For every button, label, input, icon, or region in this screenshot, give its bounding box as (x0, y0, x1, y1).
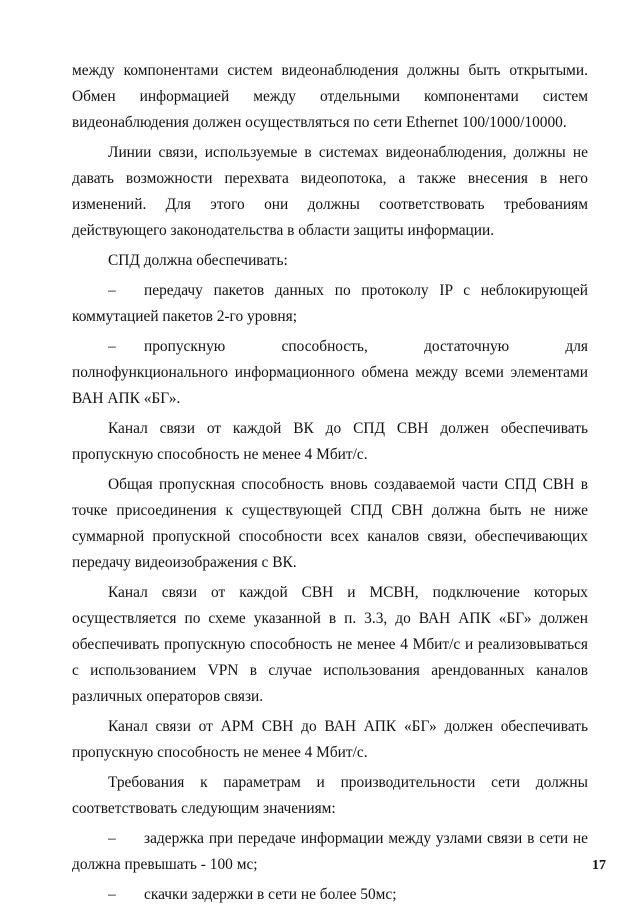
dash-marker: – (108, 282, 116, 299)
document-body (72, 58, 588, 912)
paragraph-8: Требования к параметрам и производительности сети должны соответствовать следующим значениям: (72, 774, 588, 817)
paragraph-2: Линии связи, используемые в системах видеонаблюдения, должны не давать возможности перехвата видеопотока, а также внесения в него изменений. Для этого они должны соответствовать требованиям действующего законодательства в области защиты информации. (72, 144, 588, 239)
list-item (72, 882, 588, 908)
list-item (72, 826, 588, 878)
dash-marker: – (108, 830, 116, 847)
paragraph-5: Общая пропускная способность вновь создаваемой части СПД СВН в точке присоединения к существующей СПД СВН должна быть не ниже суммарной пропускной способности всех каналов связи, обеспечивающих передачу видеоизображения с ВК. (72, 476, 588, 571)
dash-marker: – (108, 338, 116, 355)
list-item (72, 278, 588, 330)
paragraph-1: между компонентами систем видеонаблюдения должны быть открытыми. Обмен информацией между отдельными компонентами систем видеонаблюдения должен осуществляться по сети Ethernet 100/1000/10000. (72, 62, 588, 131)
paragraph-3: СПД должна обеспечивать: (108, 252, 288, 269)
list-item-text: задержка при передаче информации между узлами связи в сети не должна превышать - 100 мс; (72, 830, 588, 873)
paragraph-6: Канал связи от каждой СВН и МСВН, подключение которых осуществляется по схеме указанной в п. 3.3, до ВАН АПК «БГ» должен обеспечивать пропускную способность не менее 4 Мбит/с и реализовываться с использованием VPN в случае использования арендованных каналов различных операторов связи. (72, 584, 588, 705)
list-item-text: передачу пакетов данных по протоколу IP с неблокирующей коммутацией пакетов 2-го уровня; (72, 282, 588, 325)
dash-marker: – (108, 886, 116, 903)
list-item (72, 334, 588, 412)
list-item-text: скачки задержки в сети не более 50мс; (144, 886, 397, 903)
page-number: 17 (592, 858, 606, 873)
list-item-text: пропускную способность, достаточную для полнофункционального информационного обмена между всеми элементами ВАН АПК «БГ». (72, 338, 588, 407)
paragraph-4: Канал связи от каждой ВК до СПД СВН должен обеспечивать пропускную способность не менее 4 Мбит/с. (72, 420, 588, 463)
paragraph-7: Канал связи от АРМ СВН до ВАН АПК «БГ» должен обеспечивать пропускную способность не менее 4 Мбит/с. (72, 718, 588, 761)
